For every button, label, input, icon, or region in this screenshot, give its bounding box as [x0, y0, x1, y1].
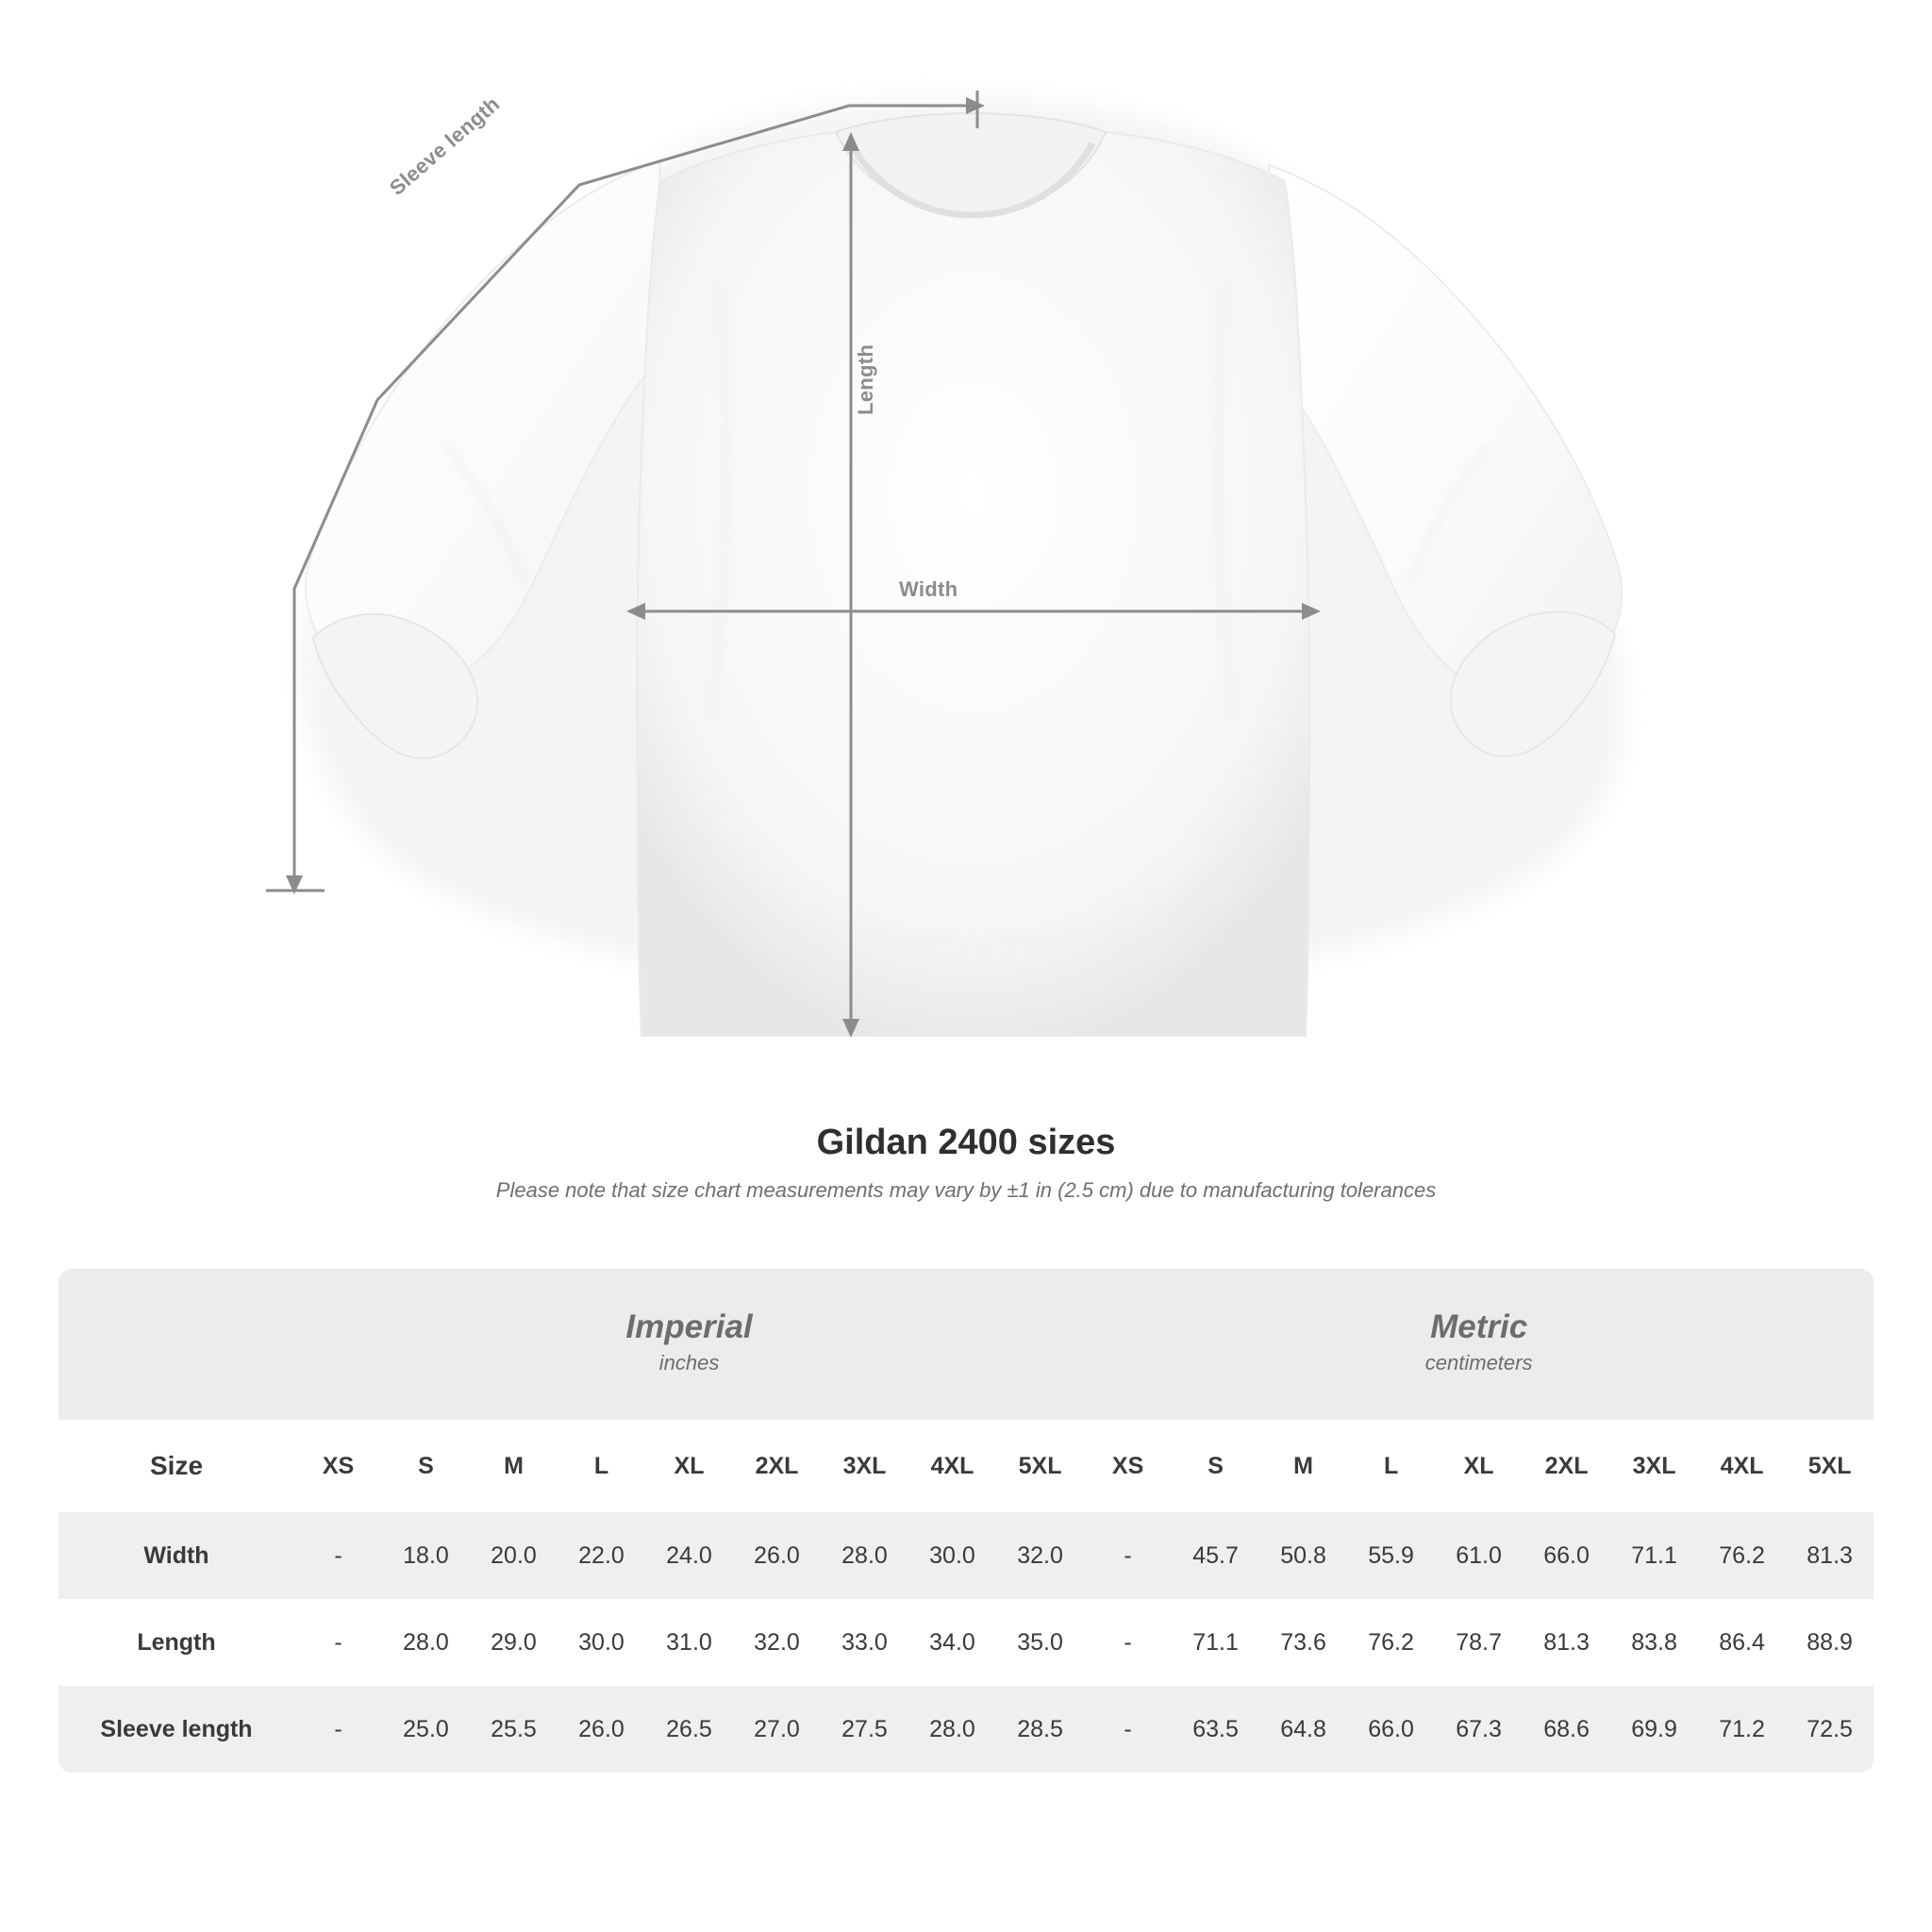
width-met-5xl: 81.3 [1786, 1512, 1874, 1599]
width-imp-3xl: 28.0 [821, 1512, 908, 1599]
unit-metric-sub: centimeters [1424, 1350, 1533, 1374]
row-label-width: Width [58, 1512, 294, 1599]
sleeve-imp-4xl: 28.0 [908, 1686, 996, 1773]
size-header-imp-5xl: 5XL [996, 1420, 1084, 1512]
length-met-xl: 78.7 [1435, 1599, 1523, 1686]
shirt-body [637, 132, 1309, 1036]
sleeve-imp-3xl: 27.5 [821, 1686, 908, 1773]
size-header-met-s: S [1172, 1420, 1259, 1512]
unit-header-metric [1084, 1269, 1874, 1420]
sleeve-imp-xl: 26.5 [645, 1686, 733, 1773]
length-imp-4xl: 34.0 [908, 1599, 996, 1686]
size-header-imp-4xl: 4XL [908, 1420, 996, 1512]
size-header-imp-s: S [382, 1420, 470, 1512]
sleeve-imp-m: 25.5 [470, 1686, 558, 1773]
sleeve-met-xs: - [1084, 1686, 1172, 1773]
row-label-sleeve-length: Sleeve length [58, 1686, 294, 1773]
width-met-l: 55.9 [1347, 1512, 1435, 1599]
size-header-imp-2xl: 2XL [733, 1420, 821, 1512]
unit-header-spacer [58, 1269, 294, 1420]
size-header-imp-l: L [558, 1420, 645, 1512]
sleeve-imp-l: 26.0 [558, 1686, 645, 1773]
length-met-5xl: 88.9 [1786, 1599, 1874, 1686]
width-met-xl: 61.0 [1435, 1512, 1523, 1599]
width-met-m: 50.8 [1259, 1512, 1347, 1599]
size-table [58, 1269, 1874, 1773]
unit-imperial-name: Imperial [625, 1308, 753, 1346]
size-table-container [58, 1269, 1874, 1773]
width-imp-2xl: 26.0 [733, 1512, 821, 1599]
length-imp-s: 28.0 [382, 1599, 470, 1686]
length-imp-l: 30.0 [558, 1599, 645, 1686]
length-imp-xl: 31.0 [645, 1599, 733, 1686]
page-title: Gildan 2400 sizes [816, 1123, 1116, 1162]
unit-imperial-sub: inches [658, 1350, 720, 1374]
length-met-s: 71.1 [1172, 1599, 1259, 1686]
size-header-met-2xl: 2XL [1523, 1420, 1610, 1512]
sleeve-imp-xs: - [294, 1686, 382, 1773]
length-met-l: 76.2 [1347, 1599, 1435, 1686]
sleeve-met-xl: 67.3 [1435, 1686, 1523, 1773]
unit-metric-name: Metric [1430, 1308, 1528, 1346]
length-imp-3xl: 33.0 [821, 1599, 908, 1686]
width-imp-l: 22.0 [558, 1512, 645, 1599]
length-met-xs: - [1084, 1599, 1172, 1686]
length-met-4xl: 86.4 [1698, 1599, 1786, 1686]
length-imp-xs: - [294, 1599, 382, 1686]
length-dimension-label: Length [854, 343, 877, 415]
length-met-3xl: 83.8 [1610, 1599, 1698, 1686]
sleeve-met-3xl: 69.9 [1610, 1686, 1698, 1773]
table-row [58, 1599, 1874, 1686]
size-header-imp-xs: XS [294, 1420, 382, 1512]
size-header-imp-xl: XL [645, 1420, 733, 1512]
sleeve-met-4xl: 71.2 [1698, 1686, 1786, 1773]
width-met-3xl: 71.1 [1610, 1512, 1698, 1599]
size-header-imp-m: M [470, 1420, 558, 1512]
size-header-met-3xl: 3XL [1610, 1420, 1698, 1512]
width-imp-m: 20.0 [470, 1512, 558, 1599]
tolerance-note: Please note that size chart measurements may vary by ±1 in (2.5 cm) due to manufacturing tolerances [495, 1178, 1437, 1202]
length-met-2xl: 81.3 [1523, 1599, 1610, 1686]
width-imp-5xl: 32.0 [996, 1512, 1084, 1599]
width-imp-xs: - [294, 1512, 382, 1599]
table-row [58, 1512, 1874, 1599]
sleeve-met-s: 63.5 [1172, 1686, 1259, 1773]
size-header-met-l: L [1347, 1420, 1435, 1512]
length-imp-5xl: 35.0 [996, 1599, 1084, 1686]
width-dimension-label: Width [899, 577, 958, 601]
width-imp-s: 18.0 [382, 1512, 470, 1599]
sleeve-met-l: 66.0 [1347, 1686, 1435, 1773]
size-header-met-xs: XS [1084, 1420, 1172, 1512]
width-met-2xl: 66.0 [1523, 1512, 1610, 1599]
unit-header-imperial [294, 1269, 1084, 1420]
size-header-label: Size [58, 1420, 294, 1512]
row-label-length: Length [58, 1599, 294, 1686]
chart-heading [0, 1123, 1932, 1203]
size-header-imp-3xl: 3XL [821, 1420, 908, 1512]
size-header-met-5xl: 5XL [1786, 1420, 1874, 1512]
size-header-met-4xl: 4XL [1698, 1420, 1786, 1512]
sleeve-met-5xl: 72.5 [1786, 1686, 1874, 1773]
sleeve-imp-s: 25.0 [382, 1686, 470, 1773]
width-met-4xl: 76.2 [1698, 1512, 1786, 1599]
unit-header-row [58, 1269, 1874, 1420]
width-imp-xl: 24.0 [645, 1512, 733, 1599]
length-met-m: 73.6 [1259, 1599, 1347, 1686]
sleeve-imp-2xl: 27.0 [733, 1686, 821, 1773]
width-imp-4xl: 30.0 [908, 1512, 996, 1599]
sleeve-imp-5xl: 28.5 [996, 1686, 1084, 1773]
width-met-xs: - [1084, 1512, 1172, 1599]
length-imp-m: 29.0 [470, 1599, 558, 1686]
table-row [58, 1686, 1874, 1773]
sleeve-met-2xl: 68.6 [1523, 1686, 1610, 1773]
length-imp-2xl: 32.0 [733, 1599, 821, 1686]
sleeve-length-dimension-label: Sleeve length [385, 92, 505, 200]
size-header-met-xl: XL [1435, 1420, 1523, 1512]
sleeve-met-m: 64.8 [1259, 1686, 1347, 1773]
size-header-met-m: M [1259, 1420, 1347, 1512]
width-met-s: 45.7 [1172, 1512, 1259, 1599]
size-header-row [58, 1420, 1874, 1512]
